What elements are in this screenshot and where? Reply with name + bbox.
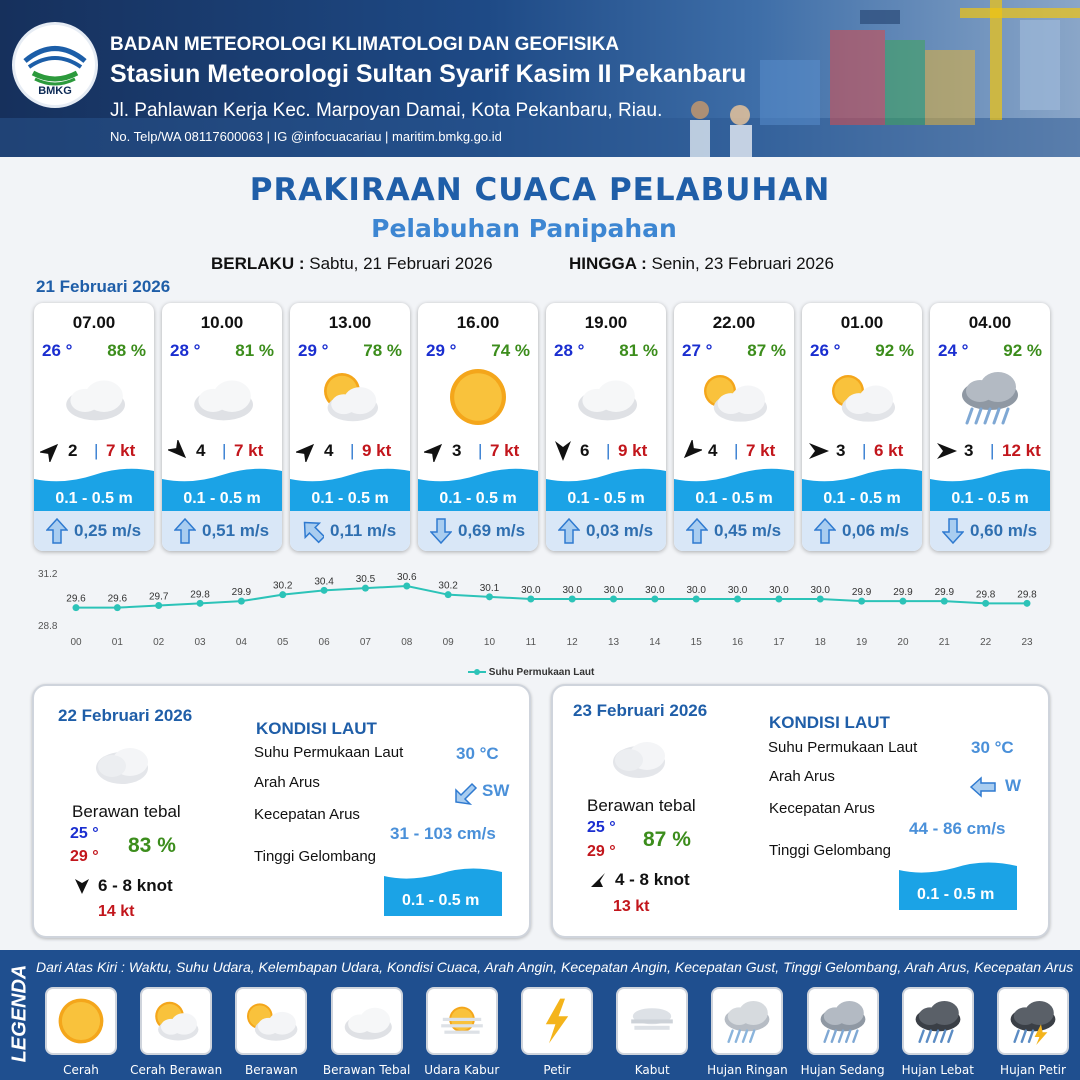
- legend-item-label: Udara Kabur: [424, 1063, 500, 1077]
- current-arrow-icon: [174, 518, 196, 544]
- wind-arrow-icon: [74, 877, 90, 895]
- cerah-berawan-icon: [144, 995, 208, 1047]
- separator: |: [862, 441, 867, 460]
- petir-icon: [525, 995, 589, 1047]
- current-speed-label: Kecepatan Arus: [769, 800, 875, 817]
- data-label: 30.0: [686, 585, 706, 596]
- forecast-wind-speed: 4: [196, 441, 206, 460]
- forecast-current-speed: 0,11 m/s: [330, 521, 397, 540]
- data-point: [527, 596, 534, 603]
- current-row: [930, 511, 1050, 551]
- forecast-gust: 9 kt: [618, 441, 648, 460]
- current-dir-label: Arah Arus: [769, 768, 835, 785]
- x-tick-label: 03: [194, 637, 206, 648]
- data-label: 30.5: [355, 574, 376, 586]
- panel-condition: Berawan tebal: [72, 802, 181, 821]
- data-label: 30.0: [645, 585, 665, 596]
- forecast-temp: 28 °: [554, 341, 585, 360]
- data-label: 29.6: [107, 593, 128, 605]
- legend-item-label: Petir: [543, 1063, 571, 1077]
- legend-item-label: Cerah Berawan: [130, 1063, 223, 1077]
- current-dir-value: W: [1005, 776, 1022, 795]
- forecast-current-speed: 0,03 m/s: [586, 521, 654, 540]
- forecast-wind-speed: 6: [580, 441, 590, 460]
- current-arrow-icon: [942, 518, 964, 544]
- wave-label: Tinggi Gelombang: [254, 848, 377, 865]
- x-tick-label: 12: [566, 637, 578, 648]
- forecast-time: 13.00: [328, 313, 372, 332]
- separator: |: [350, 441, 355, 460]
- legend-description: Dari Atas Kiri : Waktu, Suhu Udara, Kelembapan Udara, Kondisi Cuaca, Arah Angin, Kecepatan Angin, Kecepatan Gust, Tinggi Gelombang, Arah Arus, Kecepatan Arus: [36, 959, 1074, 975]
- forecast-current-speed: 0,51 m/s: [202, 521, 270, 540]
- data-label: 29.9: [934, 587, 955, 599]
- current-arrow-icon: [686, 518, 708, 544]
- chart-legend-label: Suhu Permukaan Laut: [488, 667, 595, 678]
- berawan-icon: [694, 365, 774, 429]
- legend-item: [331, 987, 403, 1055]
- current-dir-value: SW: [482, 781, 510, 800]
- forecast-wave: 0.1 - 0.5 m: [695, 490, 773, 507]
- panel-gust: 13 kt: [613, 898, 650, 915]
- legend-bar: [0, 950, 1080, 1080]
- legend-title-box: [3, 950, 31, 1080]
- legend-item-label: Hujan Petir: [1000, 1063, 1066, 1077]
- data-point: [279, 591, 286, 598]
- series-line: [76, 586, 1027, 608]
- data-point: [899, 598, 906, 605]
- data-label: 30.0: [810, 585, 830, 596]
- data-point: [321, 587, 328, 594]
- current-row: [290, 511, 410, 551]
- x-tick-label: 01: [111, 637, 123, 648]
- forecast-wind-speed: 2: [68, 441, 78, 460]
- x-tick-label: 23: [1021, 637, 1033, 648]
- data-label: 29.8: [1017, 589, 1037, 601]
- y-tick-label: 31.2: [38, 569, 58, 580]
- current-speed-value: 44 - 86 cm/s: [909, 819, 1006, 838]
- data-point: [238, 598, 245, 605]
- forecast-gust: 7 kt: [234, 441, 264, 460]
- forecast-wind-speed: 4: [324, 441, 334, 460]
- separator: |: [478, 441, 483, 460]
- forecast-time: 01.00: [840, 313, 884, 332]
- forecast-humidity: 74 %: [491, 341, 530, 360]
- wind-arrow-icon: [168, 440, 190, 462]
- berawan-tebal-icon: [90, 738, 160, 788]
- data-point: [651, 596, 658, 603]
- current-row: [674, 511, 794, 551]
- x-tick-label: 22: [980, 637, 992, 648]
- cerah-berawan-icon: [310, 365, 390, 429]
- data-point: [569, 596, 576, 603]
- data-label: 29.9: [851, 587, 872, 599]
- forecast-gust: 7 kt: [490, 441, 520, 460]
- forecast-current-speed: 0,60 m/s: [970, 521, 1038, 540]
- page-title: PRAKIRAAN CUACA PELABUHAN: [249, 172, 831, 208]
- data-label: 29.8: [975, 589, 996, 601]
- legend-title: LEGENDA: [8, 964, 31, 1063]
- berawan-tebal-icon: [607, 732, 677, 782]
- data-label: 29.8: [190, 589, 210, 601]
- forecast-card: [162, 303, 282, 551]
- forecast-humidity: 81 %: [235, 341, 274, 360]
- forecast-wave: 0.1 - 0.5 m: [311, 490, 389, 507]
- legend-item: [521, 987, 593, 1055]
- hujan-petir-icon: [1001, 995, 1065, 1047]
- valid-to-value: Senin, 23 Februari 2026: [651, 254, 834, 273]
- legend-item-label: Kabut: [634, 1063, 670, 1077]
- forecast-humidity: 92 %: [875, 341, 914, 360]
- berawan-tebal-icon: [182, 365, 262, 429]
- valid-from-label: BERLAKU :: [211, 254, 305, 273]
- forecast-time: 10.00: [200, 313, 244, 332]
- y-tick-label: 28.8: [38, 621, 58, 632]
- forecast-wind-speed: 3: [964, 441, 974, 460]
- x-tick-label: 17: [773, 637, 785, 648]
- forecast-wind-speed: 3: [452, 441, 462, 460]
- separator: |: [734, 441, 739, 460]
- forecast-humidity: 92 %: [1003, 341, 1042, 360]
- data-point: [858, 598, 865, 605]
- legend-item: [45, 987, 117, 1055]
- x-tick-label: 19: [856, 637, 868, 648]
- forecast-wind-speed: 3: [836, 441, 846, 460]
- legend-item-label: Berawan Tebal: [322, 1063, 411, 1077]
- legend-item: [807, 987, 879, 1055]
- kabut-icon: [620, 995, 684, 1047]
- day3-panel: [551, 684, 1050, 938]
- current-speed-value: 31 - 103 cm/s: [390, 824, 496, 843]
- wind-arrow-icon: [552, 440, 574, 462]
- panel-wind: 6 - 8 knot: [98, 876, 173, 895]
- forecast-card: [290, 303, 410, 551]
- forecast-humidity: 87 %: [747, 341, 786, 360]
- forecast-wave: 0.1 - 0.5 m: [183, 490, 261, 507]
- day1-date: 21 Februari 2026: [36, 277, 171, 296]
- panel-date: 23 Februari 2026: [573, 701, 708, 720]
- separator: |: [990, 441, 995, 460]
- logo-text: BMKG: [38, 85, 72, 97]
- legend-item: [997, 987, 1069, 1055]
- berawan-tebal-icon: [566, 365, 646, 429]
- x-tick-label: 21: [938, 637, 950, 648]
- berawan-icon: [822, 365, 902, 429]
- forecast-temp: 26 °: [42, 341, 73, 360]
- x-tick-label: 05: [277, 637, 289, 648]
- page-subtitle: Pelabuhan Panipahan: [371, 214, 677, 243]
- forecast-gust: 7 kt: [106, 441, 136, 460]
- forecast-temp: 28 °: [170, 341, 201, 360]
- udara-kabur-icon: [430, 995, 494, 1047]
- data-label: 30.0: [769, 585, 789, 596]
- current-row: [34, 511, 154, 551]
- panel-temp-min: 25 °: [587, 819, 616, 836]
- forecast-temp: 29 °: [426, 341, 457, 360]
- panel-title: KONDISI LAUT: [256, 719, 377, 738]
- data-point: [610, 596, 617, 603]
- cerah-icon: [49, 995, 113, 1047]
- hujan-sedang-icon: [811, 995, 875, 1047]
- valid-to: [569, 254, 834, 274]
- forecast-temp: 27 °: [682, 341, 713, 360]
- berawan-icon: [239, 995, 303, 1047]
- hujan-ringan-icon: [715, 995, 779, 1047]
- current-arrow-icon: [452, 780, 480, 806]
- wind-arrow-icon: [589, 871, 607, 889]
- separator: |: [222, 441, 227, 460]
- panel-title: KONDISI LAUT: [769, 713, 890, 732]
- valid-from: [211, 254, 493, 274]
- forecast-current-speed: 0,69 m/s: [458, 521, 526, 540]
- forecast-gust: 7 kt: [746, 441, 776, 460]
- legend-item-label: Hujan Sedang: [800, 1063, 885, 1077]
- agency-name: BADAN METEOROLOGI KLIMATOLOGI DAN GEOFISIKA: [110, 34, 620, 55]
- data-label: 30.0: [562, 585, 582, 596]
- valid-from-value: Sabtu, 21 Februari 2026: [309, 254, 493, 273]
- current-arrow-icon: [814, 518, 836, 544]
- cerah-icon: [438, 365, 518, 429]
- x-tick-label: 02: [153, 637, 165, 648]
- panel-temp-max: 29 °: [70, 848, 99, 865]
- data-label: 29.9: [893, 587, 913, 599]
- forecast-time: 22.00: [712, 313, 756, 332]
- data-label: 29.9: [231, 587, 252, 599]
- data-point: [693, 596, 700, 603]
- legend-item-label: Cerah: [63, 1063, 99, 1077]
- current-arrow-icon: [46, 518, 68, 544]
- current-arrow-icon: [430, 518, 452, 544]
- data-point: [817, 596, 824, 603]
- forecast-temp: 29 °: [298, 341, 329, 360]
- data-point: [734, 596, 741, 603]
- forecast-time: 04.00: [968, 313, 1012, 332]
- data-label: 30.2: [438, 580, 458, 592]
- legend-item-label: Hujan Lebat: [901, 1063, 974, 1077]
- forecast-wave: 0.1 - 0.5 m: [439, 490, 517, 507]
- valid-to-label: HINGGA :: [569, 254, 647, 273]
- legend-item: [235, 987, 307, 1055]
- forecast-wave: 0.1 - 0.5 m: [951, 490, 1029, 507]
- panel-condition: Berawan tebal: [587, 796, 696, 815]
- x-tick-label: 14: [649, 637, 661, 648]
- wind-arrow-icon: [936, 440, 958, 462]
- wind-arrow-icon: [680, 440, 702, 462]
- current-row: [162, 511, 282, 551]
- data-point: [775, 596, 782, 603]
- forecast-time: 07.00: [72, 313, 116, 332]
- x-tick-label: 06: [318, 637, 330, 648]
- data-point: [197, 600, 204, 607]
- station-contact: No. Telp/WA 08117600063 | IG @infocuacariau | maritim.bmkg.go.id: [110, 129, 502, 144]
- forecast-card: [802, 303, 922, 551]
- sst-label: Suhu Permukaan Laut: [768, 739, 918, 756]
- data-point: [982, 600, 989, 607]
- panel-humidity: 87 %: [643, 828, 691, 851]
- legend-item: [902, 987, 974, 1055]
- chart-legend: [468, 667, 594, 678]
- x-tick-label: 08: [401, 637, 413, 648]
- x-tick-label: 18: [814, 637, 826, 648]
- data-label: 30.6: [397, 572, 417, 583]
- current-row: [802, 511, 922, 551]
- header-banner: [0, 0, 1080, 157]
- forecast-time: 16.00: [456, 313, 500, 332]
- forecast-gust: 12 kt: [1002, 441, 1041, 460]
- berawan-tebal-icon: [335, 995, 399, 1047]
- data-label: 30.1: [479, 582, 500, 594]
- data-label: 30.0: [603, 585, 624, 596]
- data-point: [155, 602, 162, 609]
- panel-temp-max: 29 °: [587, 843, 616, 860]
- data-point: [486, 593, 493, 600]
- data-point: [73, 604, 80, 611]
- wave-label: Tinggi Gelombang: [769, 842, 892, 859]
- forecast-humidity: 88 %: [107, 341, 146, 360]
- data-point: [403, 583, 410, 590]
- forecast-wave: 0.1 - 0.5 m: [823, 490, 901, 507]
- legend-item: [140, 987, 212, 1055]
- hujan-sedang-icon: [950, 365, 1030, 429]
- current-dir-label: Arah Arus: [254, 774, 320, 791]
- legend-item: [711, 987, 783, 1055]
- current-row: [546, 511, 666, 551]
- forecast-gust: 6 kt: [874, 441, 904, 460]
- separator: |: [94, 441, 99, 460]
- forecast-temp: 26 °: [810, 341, 841, 360]
- forecast-current-speed: 0,45 m/s: [714, 521, 782, 540]
- panel-temp-min: 25 °: [70, 825, 99, 842]
- wind-arrow-icon: [40, 440, 62, 462]
- separator: |: [606, 441, 611, 460]
- x-tick-label: 20: [897, 637, 909, 648]
- sst-value: 30 °C: [971, 738, 1014, 757]
- x-tick-label: 13: [607, 637, 620, 648]
- x-tick-label: 15: [690, 637, 702, 648]
- legend-item-label: Berawan: [245, 1063, 298, 1077]
- x-tick-label: 16: [732, 637, 744, 648]
- forecast-wind-speed: 4: [708, 441, 718, 460]
- legend-item: [616, 987, 688, 1055]
- x-tick-label: 10: [483, 637, 496, 648]
- data-point: [941, 598, 948, 605]
- forecast-card: [34, 303, 154, 551]
- current-arrow-icon: [558, 518, 580, 544]
- current-arrow-icon: [302, 518, 324, 544]
- forecast-temp: 24 °: [938, 341, 969, 360]
- forecast-humidity: 81 %: [619, 341, 658, 360]
- berawan-tebal-icon: [54, 365, 134, 429]
- legend-item-label: Hujan Ringan: [707, 1063, 788, 1077]
- forecast-humidity: 78 %: [363, 341, 402, 360]
- sst-value: 30 °C: [456, 744, 499, 763]
- wind-arrow-icon: [808, 440, 830, 462]
- panel-humidity: 83 %: [128, 834, 176, 857]
- forecast-current-speed: 0,25 m/s: [74, 521, 142, 540]
- current-speed-label: Kecepatan Arus: [254, 806, 360, 823]
- station-address: Jl. Pahlawan Kerja Kec. Marpoyan Damai, Kota Pekanbaru, Riau.: [110, 100, 663, 121]
- current-row: [418, 511, 538, 551]
- station-name: Stasiun Meteorologi Sultan Syarif Kasim II Pekanbaru: [110, 60, 747, 88]
- forecast-card: [546, 303, 666, 551]
- forecast-current-speed: 0,06 m/s: [842, 521, 910, 540]
- bmkg-logo: [12, 22, 98, 108]
- wave-value: 0.1 - 0.5 m: [402, 892, 480, 909]
- x-tick-label: 07: [359, 637, 371, 648]
- data-label: 30.4: [314, 576, 334, 588]
- x-tick-label: 00: [70, 637, 82, 648]
- wind-arrow-icon: [424, 440, 446, 462]
- panel-date: 22 Februari 2026: [58, 706, 193, 725]
- day2-panel: [32, 684, 531, 938]
- hujan-lebat-icon: [906, 995, 970, 1047]
- data-label: 30.2: [273, 580, 293, 592]
- forecast-gust: 9 kt: [362, 441, 392, 460]
- data-label: 30.0: [521, 585, 541, 596]
- forecast-wave: 0.1 - 0.5 m: [567, 490, 645, 507]
- forecast-time: 19.00: [584, 313, 628, 332]
- data-point: [445, 591, 452, 598]
- x-tick-label: 09: [442, 637, 454, 648]
- current-arrow-icon: [969, 776, 997, 798]
- forecast-card: [418, 303, 538, 551]
- data-point: [1024, 600, 1031, 607]
- x-tick-label: 04: [235, 637, 247, 648]
- forecast-wave: 0.1 - 0.5 m: [55, 490, 133, 507]
- forecast-card: [930, 303, 1050, 551]
- panel-gust: 14 kt: [98, 903, 135, 920]
- data-point: [114, 604, 121, 611]
- data-label: 29.7: [148, 591, 169, 603]
- data-point: [362, 585, 369, 592]
- forecast-card: [674, 303, 794, 551]
- panel-wind: 4 - 8 knot: [615, 870, 690, 889]
- data-label: 30.0: [727, 585, 748, 596]
- x-tick-label: 11: [525, 637, 537, 648]
- wave-value: 0.1 - 0.5 m: [917, 886, 995, 903]
- wind-arrow-icon: [296, 440, 318, 462]
- data-label: 29.6: [66, 593, 86, 605]
- sst-label: Suhu Permukaan Laut: [254, 744, 404, 761]
- legend-item: [426, 987, 498, 1055]
